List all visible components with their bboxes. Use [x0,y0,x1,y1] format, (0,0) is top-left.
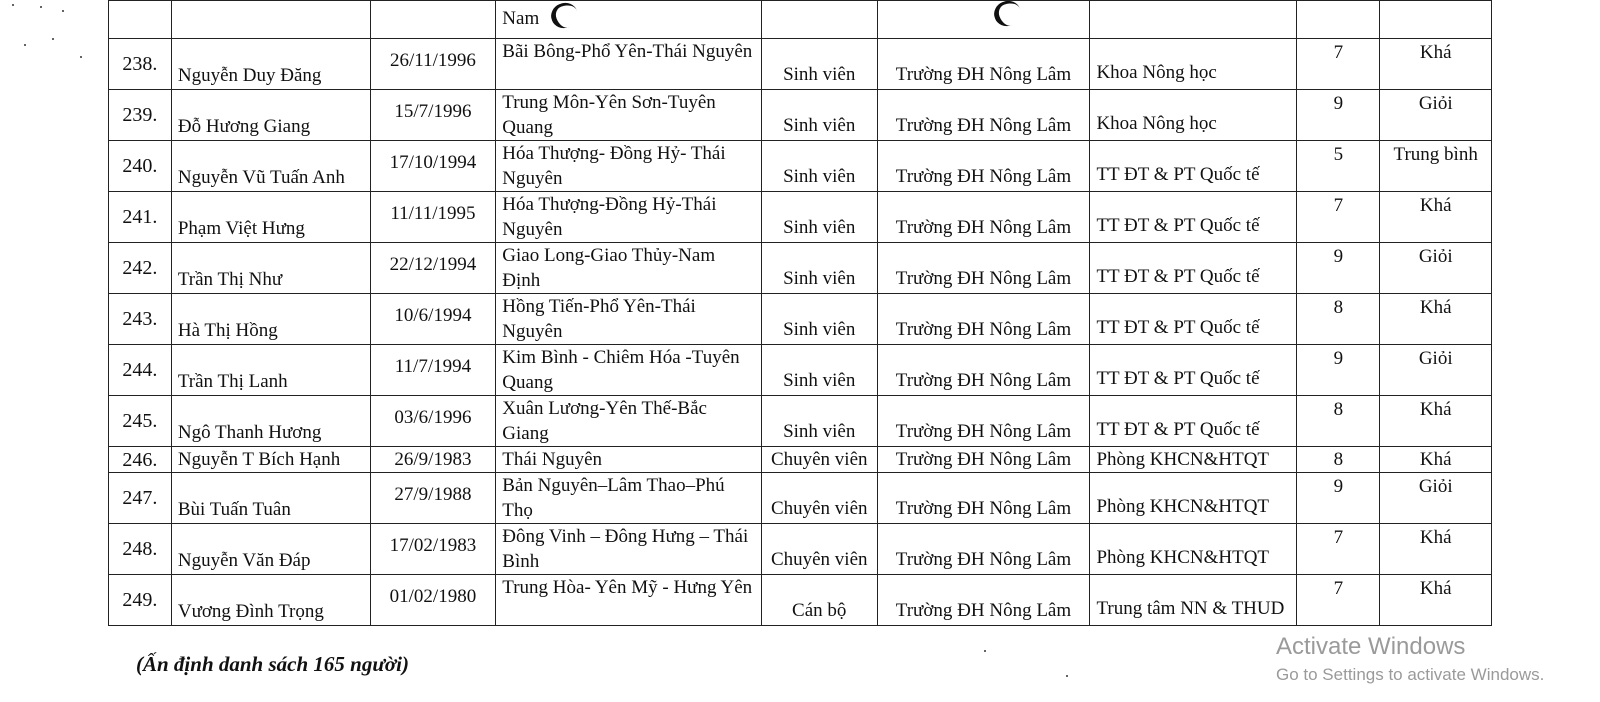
person-name-cell: Nguyễn Vũ Tuấn Anh [171,141,370,192]
birth-date-cell: 27/9/1988 [370,473,496,524]
department-cell: Phòng KHCN&HTQT [1090,447,1297,473]
birth-date-cell: 26/9/1983 [370,447,496,473]
department-cell: Trung tâm NN & THUD [1090,575,1297,626]
department-cell: TT ĐT & PT Quốc tế [1090,294,1297,345]
score-cell: 9 [1297,473,1380,524]
classification-cell: Khá [1380,396,1492,447]
home-address-cell: Trung Hòa- Yên Mỹ - Hưng Yên [496,575,762,626]
organization-cell: Trường ĐH Nông Lâm [877,524,1090,575]
birth-date-cell: 15/7/1996 [370,90,496,141]
department-cell: Phòng KHCN&HTQT [1090,473,1297,524]
roster-table-container [108,0,1492,626]
occupation-cell: Sinh viên [761,141,877,192]
row-number-cell: 247. [109,473,172,524]
home-address-cell: Thái Nguyên [496,447,762,473]
birth-date-cell: 11/11/1995 [370,192,496,243]
department-cell: TT ĐT & PT Quốc tế [1090,396,1297,447]
row-number-cell: 248. [109,524,172,575]
row-number-cell: 239. [109,90,172,141]
table-row [109,192,1492,243]
person-name-cell: Bùi Tuấn Tuân [171,473,370,524]
organization-cell: Trường ĐH Nông Lâm [877,39,1090,90]
home-address-cell: Xuân Lương-Yên Thế-Bắc Giang [496,396,762,447]
person-name-cell: Nguyễn T Bích Hạnh [171,447,370,473]
row-number-cell: 249. [109,575,172,626]
table-row [109,345,1492,396]
organization-cell: Trường ĐH Nông Lâm [877,396,1090,447]
department-cell: TT ĐT & PT Quốc tế [1090,141,1297,192]
organization-cell: Trường ĐH Nông Lâm [877,141,1090,192]
occupation-cell: Chuyên viên [761,524,877,575]
birth-date-cell: 10/6/1994 [370,294,496,345]
department-cell: TT ĐT & PT Quốc tế [1090,192,1297,243]
home-address-cell: Bãi Bông-Phổ Yên-Thái Nguyên [496,39,762,90]
watermark-subtitle: Go to Settings to activate Windows. [1276,665,1545,684]
birth-date-cell: 17/10/1994 [370,141,496,192]
occupation-cell: Sinh viên [761,90,877,141]
roster-table [108,0,1492,626]
organization-cell: Trường ĐH Nông Lâm [877,575,1090,626]
score-cell: 9 [1297,345,1380,396]
person-name-cell: Nguyễn Văn Đáp [171,524,370,575]
score-cell: 7 [1297,192,1380,243]
occupation-cell: Sinh viên [761,39,877,90]
watermark-title: Activate Windows [1276,633,1466,660]
person-name-cell: Ngô Thanh Hương [171,396,370,447]
classification-cell: Khá [1380,524,1492,575]
scan-mark-icon [990,1,1024,30]
score-cell: 7 [1297,575,1380,626]
occupation-cell: Chuyên viên [761,473,877,524]
address-header-fragment: Nam [496,1,762,39]
row-number-cell: 241. [109,192,172,243]
table-row [109,294,1492,345]
person-name-cell: Vương Đình Trọng [171,575,370,626]
birth-date-cell: 17/02/1983 [370,524,496,575]
table-row [109,243,1492,294]
person-name-cell: Hà Thị Hồng [171,294,370,345]
organization-cell: Trường ĐH Nông Lâm [877,447,1090,473]
table-row [109,575,1492,626]
person-name-cell: Nguyễn Duy Đăng [171,39,370,90]
home-address-cell: Kim Bình - Chiêm Hóa -Tuyên Quang [496,345,762,396]
score-cell: 7 [1297,39,1380,90]
organization-cell: Trường ĐH Nông Lâm [877,473,1090,524]
person-name-cell: Phạm Việt Hưng [171,192,370,243]
occupation-cell: Sinh viên [761,192,877,243]
home-address-cell: Đông Vinh – Đông Hưng – Thái Bình [496,524,762,575]
birth-date-cell: 11/7/1994 [370,345,496,396]
table-row [109,141,1492,192]
occupation-cell: Sinh viên [761,243,877,294]
department-cell: Khoa Nông học [1090,90,1297,141]
person-name-cell: Trần Thị Như [171,243,370,294]
person-name-cell: Đỗ Hương Giang [171,90,370,141]
classification-cell: Giỏi [1380,90,1492,141]
occupation-cell: Sinh viên [761,294,877,345]
organization-cell: Trường ĐH Nông Lâm [877,243,1090,294]
table-row [109,473,1492,524]
score-cell: 5 [1297,141,1380,192]
classification-cell: Khá [1380,575,1492,626]
score-cell: 9 [1297,90,1380,141]
row-number-cell: 246. [109,447,172,473]
row-number-cell: 240. [109,141,172,192]
table-row [109,396,1492,447]
occupation-cell: Cán bộ [761,575,877,626]
home-address-cell: Hồng Tiến-Phổ Yên-Thái Nguyên [496,294,762,345]
department-cell: Khoa Nông học [1090,39,1297,90]
birth-date-cell: 22/12/1994 [370,243,496,294]
classification-cell: Khá [1380,192,1492,243]
classification-cell: Khá [1380,294,1492,345]
organization-cell: Trường ĐH Nông Lâm [877,294,1090,345]
row-number-cell: 244. [109,345,172,396]
birth-date-cell: 03/6/1996 [370,396,496,447]
home-address-cell: Giao Long-Giao Thủy-Nam Định [496,243,762,294]
scan-mark-icon [548,1,582,32]
row-number-cell: 245. [109,396,172,447]
birth-date-cell: 01/02/1980 [370,575,496,626]
organization-cell: Trường ĐH Nông Lâm [877,90,1090,141]
department-cell: Phòng KHCN&HTQT [1090,524,1297,575]
activate-windows-watermark [1276,632,1600,688]
row-number-cell: 238. [109,39,172,90]
organization-cell: Trường ĐH Nông Lâm [877,192,1090,243]
score-cell: 8 [1297,396,1380,447]
footer-note: (Ấn định danh sách 165 người) [136,652,410,676]
table-row [109,447,1492,473]
home-address-cell: Hóa Thượng- Đồng Hỷ- Thái Nguyên [496,141,762,192]
classification-cell: Giỏi [1380,473,1492,524]
department-cell: TT ĐT & PT Quốc tế [1090,243,1297,294]
table-row [109,39,1492,90]
header-continuation-row [109,1,1492,39]
row-number-cell: 243. [109,294,172,345]
home-address-cell: Hóa Thượng-Đồng Hỷ-Thái Nguyên [496,192,762,243]
score-cell: 8 [1297,447,1380,473]
classification-cell: Giỏi [1380,243,1492,294]
person-name-cell: Trần Thị Lanh [171,345,370,396]
birth-date-cell: 26/11/1996 [370,39,496,90]
score-cell: 7 [1297,524,1380,575]
department-cell: TT ĐT & PT Quốc tế [1090,345,1297,396]
organization-cell: Trường ĐH Nông Lâm [877,345,1090,396]
row-number-cell: 242. [109,243,172,294]
table-row [109,524,1492,575]
occupation-cell: Sinh viên [761,345,877,396]
table-row [109,90,1492,141]
classification-cell: Giỏi [1380,345,1492,396]
home-address-cell: Trung Môn-Yên Sơn-Tuyên Quang [496,90,762,141]
classification-cell: Trung bình [1380,141,1492,192]
home-address-cell: Bản Nguyên–Lâm Thao–Phú Thọ [496,473,762,524]
classification-cell: Khá [1380,39,1492,90]
classification-cell: Khá [1380,447,1492,473]
occupation-cell: Chuyên viên [761,447,877,473]
occupation-cell: Sinh viên [761,396,877,447]
score-cell: 8 [1297,294,1380,345]
score-cell: 9 [1297,243,1380,294]
